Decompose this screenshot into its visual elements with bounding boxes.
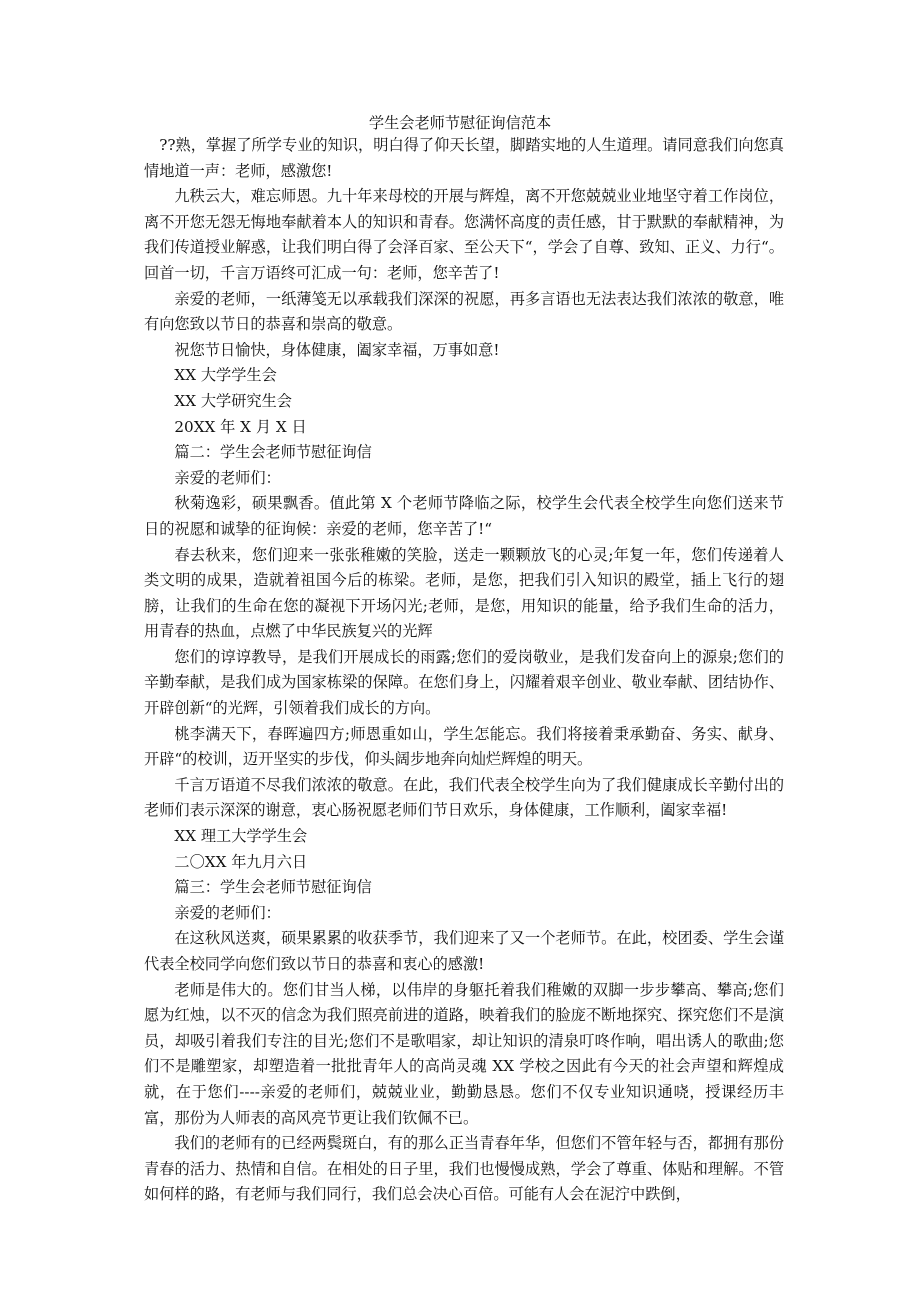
text-line: 祝您节日愉快，身体健康，阖家幸福，万事如意! xyxy=(174,340,500,359)
text-line: XX 大学研究生会 xyxy=(174,391,292,410)
text-line: 篇二：学生会老师节慰征询信 xyxy=(174,443,372,462)
paragraph: 九秩云大，难忘师恩。九十年来母校的开展与辉煌，离不开您兢兢业业地坚守着工作岗位，离不开您无怨无悔地奉献着本人的知识和青春。您满怀高度的责任感，甘于默默的奉献精神，为我们传道授业解惑，让我们明白得了会泽百家、至公天下“，学会了自尊、致知、正义、力行“。回首一切，千言万语终可汇成一句：老师，您辛苦了! xyxy=(144,187,784,282)
paragraph: 秋菊逸彩，硕果飘香。值此第 X 个老师节降临之际，校学生会代表全校学生向您们送来节日的祝愿和诚挚的征询候：亲爱的老师，您辛苦了!“ xyxy=(144,494,784,538)
text-line: 亲爱的老师们： xyxy=(174,468,281,487)
text-line: 20XX 年 X 月 X 日 xyxy=(174,417,307,436)
paragraph: 我们的老师有的已经两鬓斑白，有的那么正当青春年华，但您们不管年轻与否，都拥有那份青春的活力、热情和自信。在相处的日子里，我们也慢慢成熟，学会了尊重、体贴和理解。不管如何样的路，有老师与我们同行，我们总会决心百倍。可能有人会在泥泞中跌倒， xyxy=(144,1134,784,1204)
document-body xyxy=(144,133,784,1208)
text-line: XX 理工大学学生会 xyxy=(174,827,308,846)
document-title: 学生会老师节慰征询信范本 xyxy=(368,114,552,132)
paragraph: ??熟，掌握了所学专业的知识，明白得了仰天长望，脚踏实地的人生道理。请同意我们向您真情地道一声：老师，感激您! xyxy=(144,136,784,180)
paragraph: 亲爱的老师，一纸薄笺无以承载我们深深的祝愿，再多言语也无法表达我们浓浓的敬意，唯有向您致以节日的恭喜和崇高的敬意。 xyxy=(144,289,784,334)
text-line: 篇三：学生会老师节慰征询信 xyxy=(174,878,372,897)
paragraph: 春去秋来，您们迎来一张张稚嫩的笑脸，送走一颗颗放飞的心灵;年复一年，您们传递着人类文明的成果，造就着祖国今后的栋梁。老师，是您，把我们引入知识的殿堂，插上飞行的翅膀，让我们的生命在您的凝视下开场闪光;老师，是您，用知识的能量，给予我们生命的活力，用青春的热血，点燃了中华民族复兴的光辉 xyxy=(144,545,784,641)
text-line: XX 大学学生会 xyxy=(174,366,277,385)
paragraph: 在这秋风送爽，硕果累累的收获季节，我们迎来了又一个老师节。在此，校团委、学生会谨代表全校同学向您们致以节日的恭喜和衷心的感激! xyxy=(144,929,784,973)
text-line: 二〇XX 年九月六日 xyxy=(174,852,308,871)
paragraph: 桃李满天下，春晖遍四方;师恩重如山，学生怎能忘。我们将接着秉承勤奋、务实、献身、开辟“的校训，迈开坚实的步伐，仰头阔步地奔向灿烂辉煌的明天。 xyxy=(144,724,784,769)
text-line: 亲爱的老师们： xyxy=(174,903,281,922)
paragraph: 千言万语道不尽我们浓浓的敬意。在此，我们代表全校学生向为了我们健康成长辛勤付出的老师们表示深深的谢意，衷心肠祝愿老师们节日欢乐，身体健康，工作顺利，阖家幸福! xyxy=(144,775,784,820)
paragraph: 您们的谆谆教导，是我们开展成长的雨露;您们的爱岗敬业，是我们发奋向上的源泉;您们的辛勤奉献，是我们成为国家栋梁的保障。在您们身上，闪耀着艰辛创业、敬业奉献、团结协作、开辟创新“的光辉，引领着我们成长的方向。 xyxy=(144,647,784,718)
paragraph: 老师是伟大的。您们甘当人梯，以伟岸的身躯托着我们稚嫩的双脚一步步攀高、攀高;您们愿为红烛，以不灭的信念为我们照亮前进的道路，映着我们的脸庞不断地探究、探究您们不是演员，却吸引着我们专注的目光;您们不是歌唱家，却让知识的清泉叮咚作响，唱出诱人的歌曲;您们不是雕塑家，却塑造着一批批青年人的高尚灵魂 XX 学校之因此有今天的社会声望和辉煌成就，在于您们----亲爱的老师们，兢兢业业，勤勤恳恳。您们不仅专业知识通哓，授课经历丰富，那份为人师表的高风亮节更让我们钦佩不已。 xyxy=(144,980,784,1127)
